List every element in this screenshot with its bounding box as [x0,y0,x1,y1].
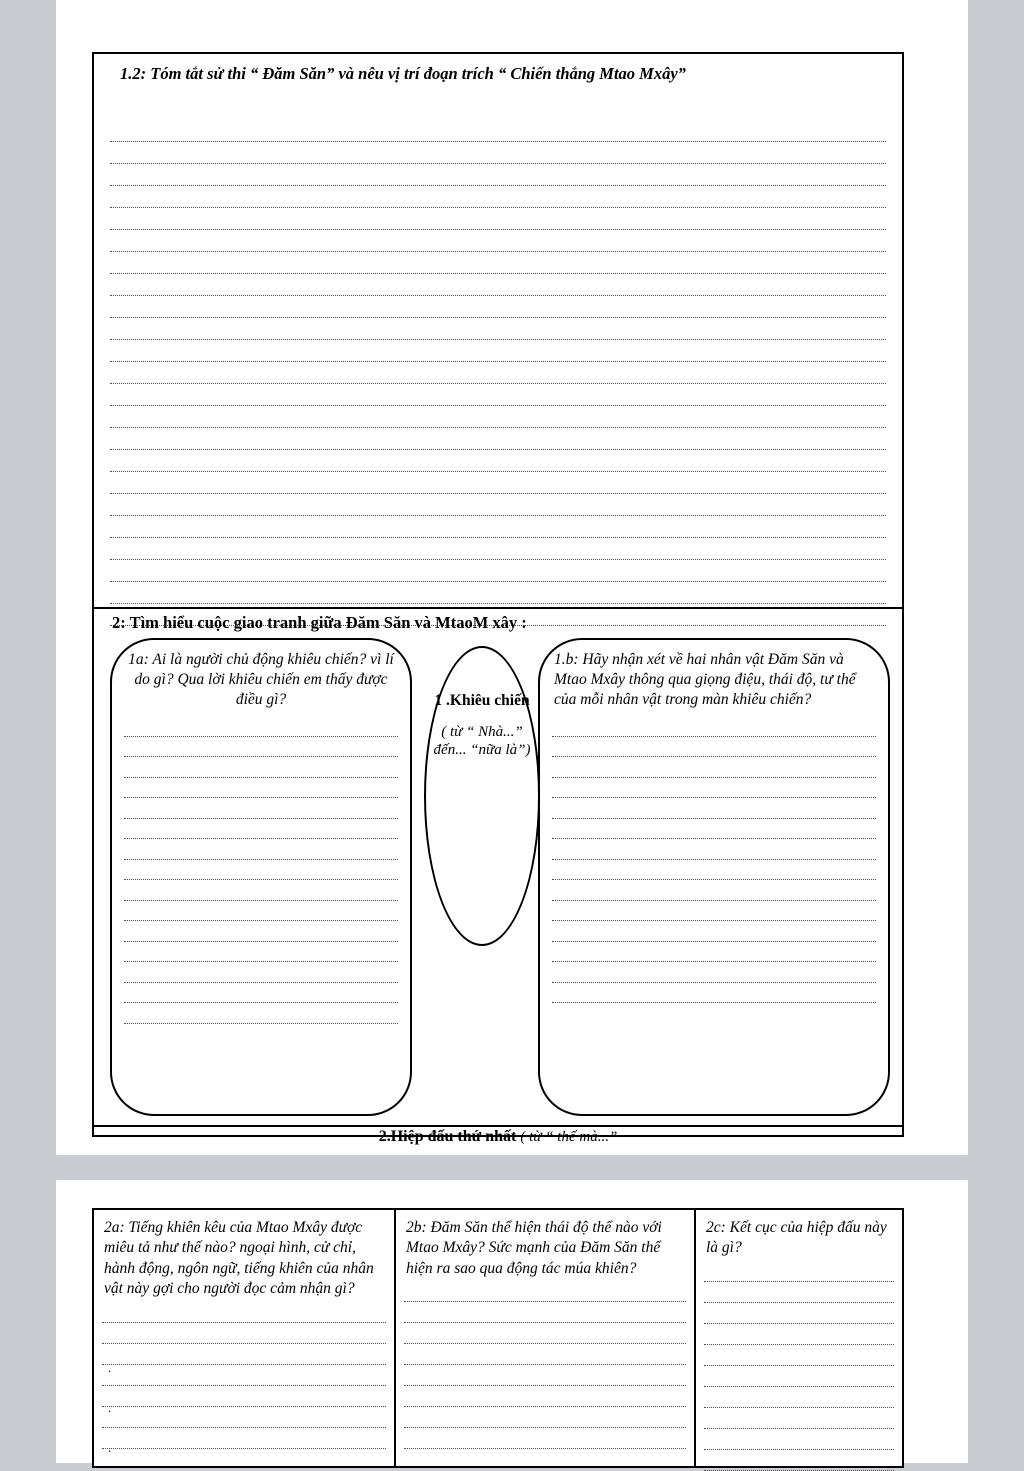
writing-line[interactable] [552,716,876,737]
writing-line[interactable] [124,839,398,860]
writing-line[interactable] [124,942,398,963]
writing-line[interactable] [110,494,886,516]
section-1-writing-lines[interactable] [94,120,902,626]
writing-line[interactable] [704,1261,894,1282]
writing-line[interactable] [110,406,886,428]
writing-line[interactable] [124,757,398,778]
writing-line[interactable] [704,1429,894,1450]
question-1b-text: 1.b: Hãy nhận xét về hai nhân vật Đăm Săn và Mtao Mxây thông qua giọng điệu, thái độ, tư thể của mỗi nhân vật trong màn khiêu chiến? [554,651,856,709]
question-box-1b[interactable] [538,638,890,1116]
writing-line[interactable] [110,274,886,296]
writing-line[interactable] [704,1366,894,1387]
writing-line[interactable] [110,340,886,362]
writing-line[interactable] [404,1302,686,1323]
writing-line[interactable] [704,1345,894,1366]
writing-line[interactable] [110,318,886,340]
writing-line[interactable] [124,819,398,840]
column-2c[interactable] [694,1210,902,1466]
writing-line[interactable] [552,880,876,901]
writing-line[interactable] [124,737,398,758]
writing-line[interactable] [124,901,398,922]
writing-line[interactable] [110,230,886,252]
column-2a[interactable] [94,1210,394,1466]
writing-line[interactable] [110,252,886,274]
question-2c-text: 2c: Kết cục của hiệp đấu này là gì? [706,1219,887,1257]
question-2c-writing-lines[interactable] [696,1261,902,1471]
section-2-heading: 2: Tìm hiểu cuộc giao tranh giữa Đăm Săn và MtaoM xây : [112,613,527,632]
question-1b-writing-lines[interactable] [540,716,888,1003]
writing-line[interactable] [404,1386,686,1407]
handwritten-mark: . [108,1440,112,1455]
writing-line[interactable] [552,942,876,963]
writing-line[interactable] [110,384,886,406]
writing-line[interactable] [124,778,398,799]
writing-line[interactable] [552,757,876,778]
writing-line[interactable] [110,142,886,164]
topic-ellipse-khieu-chien [424,646,540,946]
writing-line[interactable] [552,860,876,881]
writing-line[interactable] [124,962,398,983]
answer-columns [94,1210,902,1466]
writing-line[interactable] [110,296,886,318]
ellipse-title: 1 .Khiêu chiến [434,692,530,709]
ellipse-subtitle: ( từ “ Nhà...” đến... “nữa là”) [433,723,531,759]
footer-band-bold: 2.Hiệp đấu thứ nhất [378,1128,517,1145]
writing-line[interactable] [110,582,886,604]
worksheet-top-frame [92,52,904,1145]
writing-line[interactable] [552,798,876,819]
writing-line[interactable] [110,208,886,230]
question-2b-writing-lines[interactable] [396,1281,694,1449]
writing-line[interactable] [404,1365,686,1386]
writing-line[interactable] [102,1365,386,1386]
writing-line[interactable] [552,983,876,1004]
writing-line[interactable] [102,1323,386,1344]
section-1-heading: 1.2: Tóm tắt sử thi “ Đăm Săn” và nêu vị trí đoạn trích “ Chiến thắng Mtao Mxây” [120,64,686,83]
question-1a-writing-lines[interactable] [112,716,410,1024]
writing-line[interactable] [102,1407,386,1428]
writing-line[interactable] [552,819,876,840]
writing-line[interactable] [110,120,886,142]
worksheet-bottom-frame [92,1208,904,1468]
bottom-band-divider [94,1125,902,1127]
writing-line[interactable] [124,798,398,819]
writing-line[interactable] [110,450,886,472]
writing-line[interactable] [110,164,886,186]
writing-line[interactable] [102,1302,386,1323]
question-2a-text: 2a: Tiếng khiên kêu của Mtao Mxây được miêu tả như thế nào? ngoại hình, cử chỉ, hành động, ngôn ngữ, tiếng khiên của nhân vật này gợi cho người đọc cảm nhận gì? [104,1219,374,1298]
writing-line[interactable] [124,860,398,881]
writing-line[interactable] [110,186,886,208]
question-1a-text: 1a: Ai là người chủ động khiêu chiến? vì lí do gì? Qua lời khiêu chiến em thấy được điều gì? [128,651,394,709]
question-box-1a[interactable] [110,638,412,1116]
writing-line[interactable] [110,428,886,450]
writing-line[interactable] [102,1386,386,1407]
question-2a-writing-lines[interactable] [94,1302,394,1449]
writing-line[interactable] [704,1303,894,1324]
writing-line[interactable] [552,921,876,942]
writing-line[interactable] [124,880,398,901]
writing-line[interactable] [110,560,886,582]
handwritten-mark: . [108,1400,112,1415]
writing-line[interactable] [552,778,876,799]
writing-line[interactable] [404,1281,686,1302]
section-2-footer-band [94,1128,902,1146]
writing-line[interactable] [124,1003,398,1024]
writing-line[interactable] [552,901,876,922]
question-2b-text: 2b: Đăm Săn thể hiện thái độ thể nào với Mtao Mxây? Sức mạnh của Đăm Săn thể hiện ra sao qua động tác múa khiên? [406,1219,662,1277]
writing-line[interactable] [404,1323,686,1344]
writing-line[interactable] [102,1428,386,1449]
writing-line[interactable] [704,1282,894,1303]
writing-line[interactable] [124,716,398,737]
writing-line[interactable] [404,1344,686,1365]
writing-line[interactable] [110,472,886,494]
writing-line[interactable] [552,737,876,758]
writing-line[interactable] [102,1344,386,1365]
writing-line[interactable] [552,962,876,983]
writing-line[interactable] [110,362,886,384]
writing-line[interactable] [704,1408,894,1429]
writing-line[interactable] [704,1387,894,1408]
writing-line[interactable] [704,1450,894,1471]
writing-line[interactable] [704,1324,894,1345]
footer-band-normal: ( từ “ thế mà...” [520,1129,618,1145]
writing-line[interactable] [404,1428,686,1449]
writing-line[interactable] [552,839,876,860]
writing-line[interactable] [404,1407,686,1428]
column-2b[interactable] [394,1210,694,1466]
writing-line[interactable] [110,516,886,538]
writing-line[interactable] [110,538,886,560]
writing-line[interactable] [124,983,398,1004]
writing-line[interactable] [124,921,398,942]
handwritten-mark: . [108,1360,112,1375]
